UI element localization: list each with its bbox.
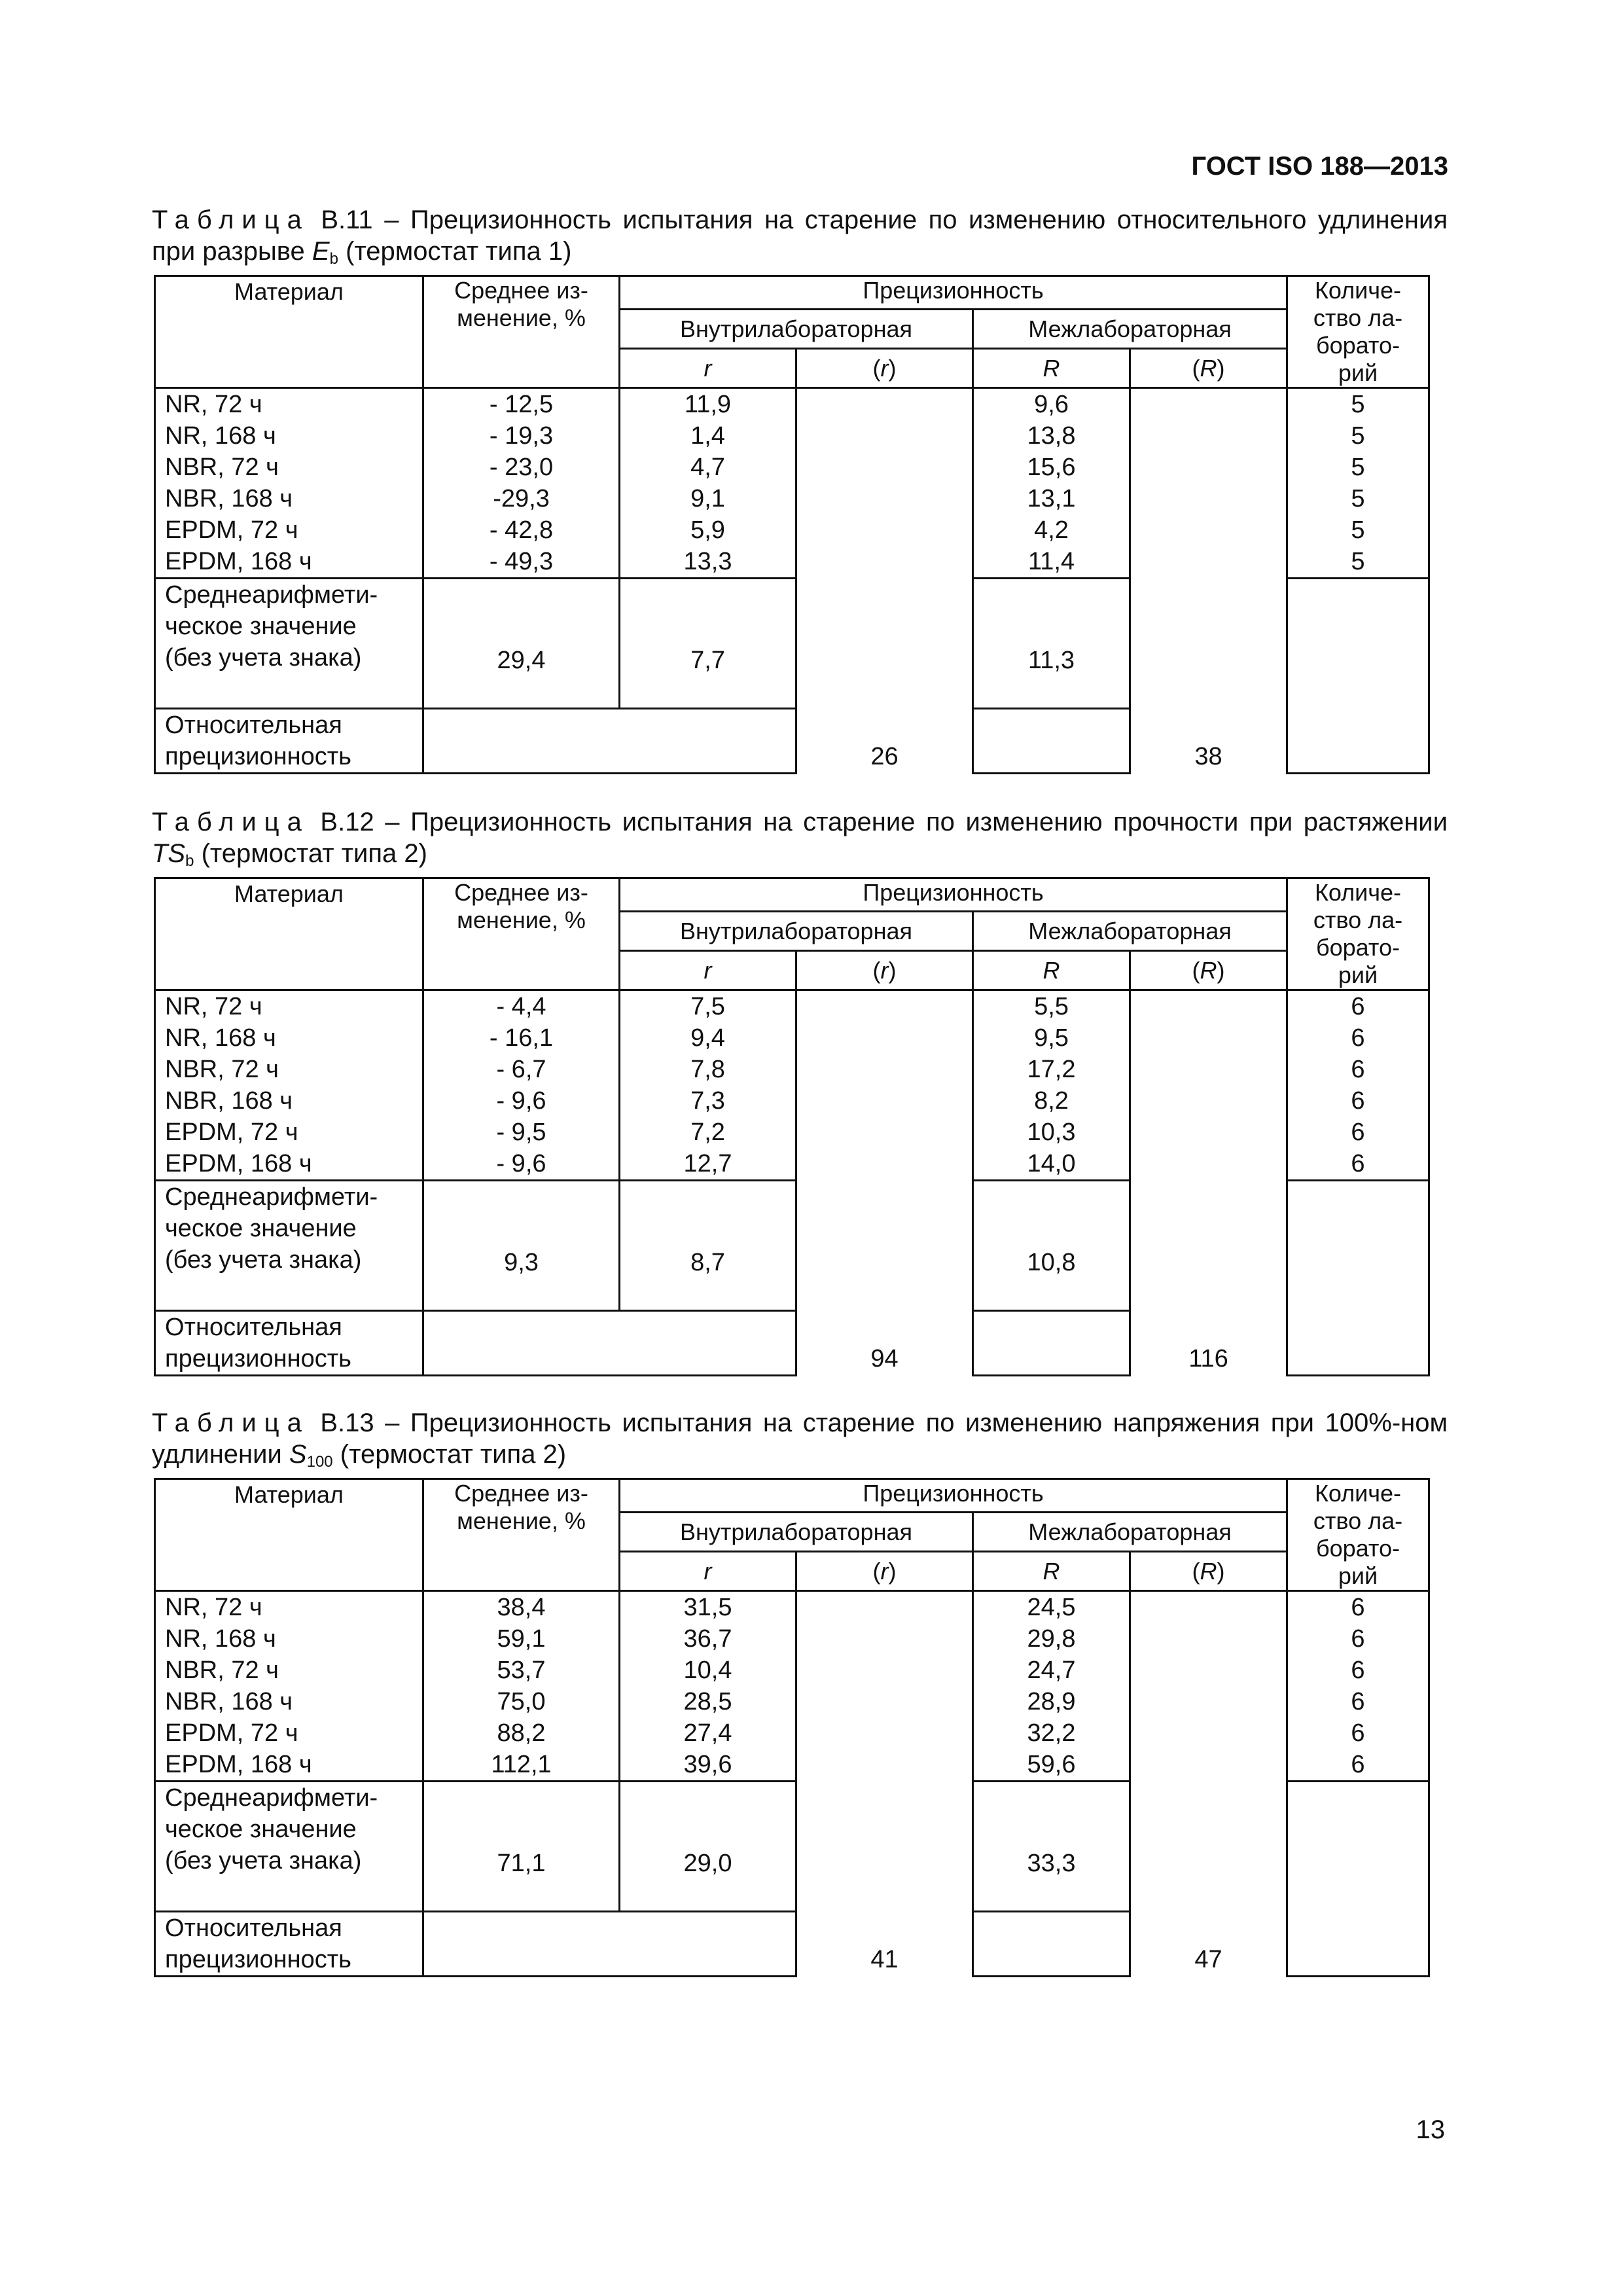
R-cell: 14,0 xyxy=(973,1148,1130,1181)
labs-count-cell: 6 xyxy=(1287,1054,1429,1085)
mean-R-value: 33,3 xyxy=(973,1782,1130,1912)
labs-count-cell: 5 xyxy=(1287,483,1429,514)
r-cell: 27,4 xyxy=(620,1717,796,1749)
r-cell: 31,5 xyxy=(620,1591,796,1624)
material-cell: NBR, 168 ч xyxy=(155,1085,423,1117)
labs-count-cell: 6 xyxy=(1287,1749,1429,1782)
precision-table xyxy=(154,275,1430,774)
material-cell: EPDM, 72 ч xyxy=(155,1717,423,1749)
table-row xyxy=(155,1591,1429,1624)
caption-subscript: b xyxy=(185,852,194,870)
labs-count-cell: 6 xyxy=(1287,1117,1429,1148)
labs-count-cell: 5 xyxy=(1287,514,1429,546)
R-cell: 28,9 xyxy=(973,1686,1130,1717)
labs-count-cell: 6 xyxy=(1287,1022,1429,1054)
R-cell: 10,3 xyxy=(973,1117,1130,1148)
r-cell: 11,9 xyxy=(620,388,796,421)
mean-change-value: 9,3 xyxy=(423,1181,620,1311)
material-cell: NR, 72 ч xyxy=(155,1591,423,1624)
mean-label: Среднеарифмети- ческое значение (без учета знака) xyxy=(155,579,423,709)
mean-change-cell: - 4,4 xyxy=(423,990,620,1023)
labs-count-cell: 5 xyxy=(1287,452,1429,483)
material-cell: EPDM, 72 ч xyxy=(155,514,423,546)
mean-change-cell: 75,0 xyxy=(423,1686,620,1717)
r-cell: 13,3 xyxy=(620,546,796,579)
mean-change-cell: - 6,7 xyxy=(423,1054,620,1085)
caption-tail: (термостат типа 2) xyxy=(194,839,427,868)
header-material: Материал xyxy=(155,878,423,990)
page-number: 13 xyxy=(1416,2115,1445,2144)
relative-precision-blank-R xyxy=(973,1311,1130,1376)
caption-text: – Прецизионность испытания на старение по изменению напряжения при 100%-ном удлинении xyxy=(152,1408,1448,1469)
header-between-lab: Межлабораторная xyxy=(973,310,1287,349)
labs-count-cell: 5 xyxy=(1287,388,1429,421)
labs-count-cell: 6 xyxy=(1287,1717,1429,1749)
material-cell: NBR, 72 ч xyxy=(155,452,423,483)
labs-empty-cell xyxy=(1287,1782,1429,1977)
r-cell: 28,5 xyxy=(620,1686,796,1717)
mean-change-cell: - 19,3 xyxy=(423,420,620,452)
table-caption xyxy=(152,806,1448,877)
R-cell: 59,6 xyxy=(973,1749,1130,1782)
precision-table xyxy=(154,1478,1430,1977)
mean-change-value: 29,4 xyxy=(423,579,620,709)
labs-empty-cell xyxy=(1287,1181,1429,1376)
mean-r-value: 29,0 xyxy=(620,1782,796,1912)
header-within-lab: Внутрилабораторная xyxy=(620,310,973,349)
mean-R-value: 11,3 xyxy=(973,579,1130,709)
relative-precision-label: Относительная прецизионность xyxy=(155,1912,423,1977)
mean-change-cell: - 9,6 xyxy=(423,1085,620,1117)
header-R-paren: (R) xyxy=(1130,1552,1287,1591)
r-cell: 5,9 xyxy=(620,514,796,546)
header-precision: Прецизионность xyxy=(620,276,1287,310)
mean-change-cell: - 42,8 xyxy=(423,514,620,546)
header-between-lab: Межлабораторная xyxy=(973,912,1287,951)
R-cell: 13,8 xyxy=(973,420,1130,452)
header-r-paren: (r) xyxy=(796,1552,973,1591)
table-row xyxy=(155,388,1429,421)
r-cell: 12,7 xyxy=(620,1148,796,1181)
material-cell: NR, 72 ч xyxy=(155,388,423,421)
mean-r-value: 7,7 xyxy=(620,579,796,709)
R-cell: 8,2 xyxy=(973,1085,1130,1117)
header-r-paren: (r) xyxy=(796,951,973,990)
labs-count-cell: 6 xyxy=(1287,1623,1429,1655)
material-cell: EPDM, 72 ч xyxy=(155,1117,423,1148)
header-mean-change: Среднее из- менение, % xyxy=(423,878,620,990)
r-cell: 9,1 xyxy=(620,483,796,514)
relative-precision-blank-R xyxy=(973,1912,1130,1977)
mean-change-value: 71,1 xyxy=(423,1782,620,1912)
caption-symbol: E xyxy=(312,237,330,266)
header-r: r xyxy=(620,1552,796,1591)
material-cell: NR, 168 ч xyxy=(155,420,423,452)
R-cell: 17,2 xyxy=(973,1054,1130,1085)
caption-number: В.12 xyxy=(320,808,374,836)
header-labs: Количе- ство ла- борато- рий xyxy=(1287,1479,1429,1591)
caption-subscript: 100 xyxy=(306,1453,333,1471)
material-cell: NBR, 168 ч xyxy=(155,1686,423,1717)
standard-designation: ГОСТ ISO 188—2013 xyxy=(1191,152,1448,181)
mean-change-cell: - 12,5 xyxy=(423,388,620,421)
labs-count-cell: 6 xyxy=(1287,1148,1429,1181)
r-cell: 1,4 xyxy=(620,420,796,452)
header-r: r xyxy=(620,349,796,388)
header-between-lab: Межлабораторная xyxy=(973,1513,1287,1552)
mean-change-cell: - 16,1 xyxy=(423,1022,620,1054)
labs-empty-cell xyxy=(1287,579,1429,774)
header-within-lab: Внутрилабораторная xyxy=(620,912,973,951)
labs-count-cell: 6 xyxy=(1287,1686,1429,1717)
r-cell: 7,5 xyxy=(620,990,796,1023)
material-cell: NR, 168 ч xyxy=(155,1022,423,1054)
R-cell: 32,2 xyxy=(973,1717,1130,1749)
mean-R-value: 10,8 xyxy=(973,1181,1130,1311)
r-cell: 39,6 xyxy=(620,1749,796,1782)
header-R-paren: (R) xyxy=(1130,349,1287,388)
table-row xyxy=(155,990,1429,1023)
caption-tail: (термостат типа 2) xyxy=(332,1440,567,1469)
header-labs: Количе- ство ла- борато- рий xyxy=(1287,878,1429,990)
relative-precision-label: Относительная прецизионность xyxy=(155,1311,423,1376)
mean-change-cell: 59,1 xyxy=(423,1623,620,1655)
relative-R-paren-value: 38 xyxy=(1130,388,1287,774)
labs-count-cell: 6 xyxy=(1287,1085,1429,1117)
material-cell: EPDM, 168 ч xyxy=(155,1148,423,1181)
r-cell: 7,3 xyxy=(620,1085,796,1117)
precision-table xyxy=(154,877,1430,1376)
mean-label: Среднеарифмети- ческое значение (без учета знака) xyxy=(155,1181,423,1311)
r-cell: 9,4 xyxy=(620,1022,796,1054)
header-R-paren: (R) xyxy=(1130,951,1287,990)
material-cell: EPDM, 168 ч xyxy=(155,546,423,579)
header-material: Материал xyxy=(155,1479,423,1591)
mean-change-cell: - 9,5 xyxy=(423,1117,620,1148)
R-cell: 5,5 xyxy=(973,990,1130,1023)
material-cell: NR, 72 ч xyxy=(155,990,423,1023)
relative-R-paren-value: 116 xyxy=(1130,990,1287,1376)
table-b11-block xyxy=(152,204,1448,774)
mean-change-cell: - 49,3 xyxy=(423,546,620,579)
table-b13-block xyxy=(152,1407,1448,1977)
R-cell: 13,1 xyxy=(973,483,1130,514)
mean-change-cell: - 9,6 xyxy=(423,1148,620,1181)
caption-number: В.11 xyxy=(321,206,373,234)
caption-lead: Таблица xyxy=(152,1408,310,1437)
relative-precision-blank-R xyxy=(973,709,1130,774)
material-cell: NBR, 72 ч xyxy=(155,1054,423,1085)
mean-change-cell: 88,2 xyxy=(423,1717,620,1749)
caption-number: В.13 xyxy=(320,1408,374,1437)
table-caption xyxy=(152,204,1448,275)
r-cell: 7,2 xyxy=(620,1117,796,1148)
R-cell: 15,6 xyxy=(973,452,1130,483)
R-cell: 24,7 xyxy=(973,1655,1130,1686)
mean-change-cell: 112,1 xyxy=(423,1749,620,1782)
r-cell: 36,7 xyxy=(620,1623,796,1655)
R-cell: 11,4 xyxy=(973,546,1130,579)
mean-r-value: 8,7 xyxy=(620,1181,796,1311)
labs-count-cell: 6 xyxy=(1287,1591,1429,1624)
header-r-paren: (r) xyxy=(796,349,973,388)
caption-lead: Таблица xyxy=(152,808,310,836)
R-cell: 4,2 xyxy=(973,514,1130,546)
R-cell: 29,8 xyxy=(973,1623,1130,1655)
R-cell: 9,5 xyxy=(973,1022,1130,1054)
relative-r-paren-value: 94 xyxy=(796,990,973,1376)
R-cell: 9,6 xyxy=(973,388,1130,421)
mean-label: Среднеарифмети- ческое значение (без учета знака) xyxy=(155,1782,423,1912)
header-mean-change: Среднее из- менение, % xyxy=(423,1479,620,1591)
labs-count-cell: 6 xyxy=(1287,1655,1429,1686)
header-precision: Прецизионность xyxy=(620,1479,1287,1513)
header-material: Материал xyxy=(155,276,423,388)
relative-precision-blank xyxy=(423,1912,796,1977)
relative-r-paren-value: 41 xyxy=(796,1591,973,1977)
caption-lead: Таблица xyxy=(152,206,310,234)
caption-tail: (термостат типа 1) xyxy=(338,237,572,266)
relative-R-paren-value: 47 xyxy=(1130,1591,1287,1977)
material-cell: NBR, 168 ч xyxy=(155,483,423,514)
mean-change-cell: - 23,0 xyxy=(423,452,620,483)
caption-text: – Прецизионность испытания на старение по изменению относительного удлинения при разрыве xyxy=(152,206,1448,266)
header-mean-change: Среднее из- менение, % xyxy=(423,276,620,388)
header-R: R xyxy=(973,951,1130,990)
r-cell: 7,8 xyxy=(620,1054,796,1085)
r-cell: 10,4 xyxy=(620,1655,796,1686)
header-R: R xyxy=(973,349,1130,388)
header-within-lab: Внутрилабораторная xyxy=(620,1513,973,1552)
material-cell: NBR, 72 ч xyxy=(155,1655,423,1686)
table-b12-block xyxy=(152,806,1448,1376)
relative-r-paren-value: 26 xyxy=(796,388,973,774)
caption-symbol: S xyxy=(289,1440,307,1469)
relative-precision-label: Относительная прецизионность xyxy=(155,709,423,774)
header-r: r xyxy=(620,951,796,990)
header-labs: Количе- ство ла- борато- рий xyxy=(1287,276,1429,388)
labs-count-cell: 5 xyxy=(1287,420,1429,452)
caption-subscript: b xyxy=(329,250,338,268)
relative-precision-blank xyxy=(423,1311,796,1376)
r-cell: 4,7 xyxy=(620,452,796,483)
labs-count-cell: 6 xyxy=(1287,990,1429,1023)
header-precision: Прецизионность xyxy=(620,878,1287,912)
mean-change-cell: 53,7 xyxy=(423,1655,620,1686)
mean-change-cell: -29,3 xyxy=(423,483,620,514)
material-cell: EPDM, 168 ч xyxy=(155,1749,423,1782)
caption-text: – Прецизионность испытания на старение по изменению прочности при растяжении xyxy=(374,808,1448,836)
header-R: R xyxy=(973,1552,1130,1591)
relative-precision-blank xyxy=(423,709,796,774)
R-cell: 24,5 xyxy=(973,1591,1130,1624)
material-cell: NR, 168 ч xyxy=(155,1623,423,1655)
labs-count-cell: 5 xyxy=(1287,546,1429,579)
caption-symbol: TS xyxy=(152,839,186,868)
mean-change-cell: 38,4 xyxy=(423,1591,620,1624)
table-caption xyxy=(152,1407,1448,1478)
